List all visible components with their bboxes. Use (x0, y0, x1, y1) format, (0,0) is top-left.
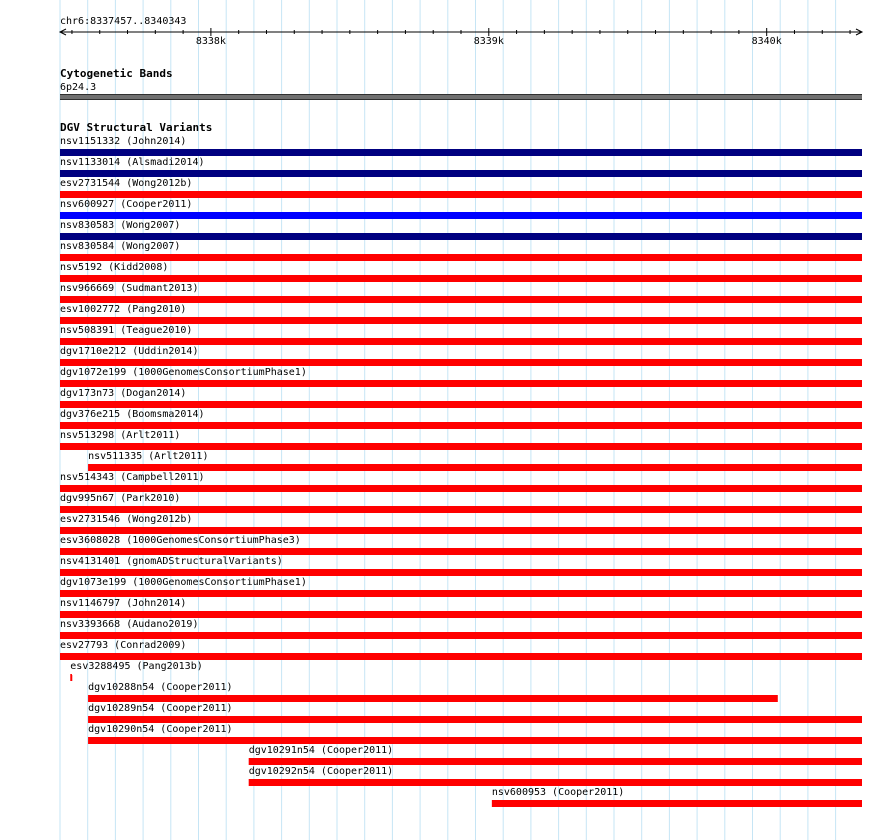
variant-row[interactable] (60, 388, 862, 408)
variant-label[interactable]: nsv830584 (Wong2007) (60, 241, 181, 252)
variant-label[interactable]: dgv376e215 (Boomsma2014) (60, 409, 205, 420)
variant-row[interactable] (60, 640, 862, 660)
variant-row[interactable] (60, 178, 862, 198)
variant-bar[interactable] (60, 297, 862, 303)
variant-label[interactable]: dgv10290n54 (Cooper2011) (88, 724, 233, 735)
variant-row[interactable] (88, 682, 778, 702)
variant-row[interactable] (60, 220, 862, 240)
variant-row[interactable] (60, 598, 862, 618)
variant-label[interactable]: nsv830583 (Wong2007) (60, 220, 181, 231)
variant-label[interactable]: nsv4131401 (gnomADStructuralVariants) (60, 556, 283, 567)
variant-label[interactable]: nsv513298 (Arlt2011) (60, 430, 181, 441)
variant-label[interactable]: nsv508391 (Teague2010) (60, 325, 193, 336)
variant-bar[interactable] (60, 171, 862, 177)
ruler-tick-label: 8340k (751, 36, 782, 47)
variant-label[interactable]: dgv1072e199 (1000GenomesConsortiumPhase1) (60, 367, 307, 378)
variant-bar[interactable] (60, 486, 862, 492)
variant-bar[interactable] (60, 549, 862, 555)
variant-label[interactable]: dgv1710e212 (Uddin2014) (60, 346, 199, 357)
variant-bar[interactable] (88, 738, 862, 744)
variant-bar[interactable] (88, 696, 778, 702)
variant-bar[interactable] (60, 318, 862, 324)
variant-label[interactable]: nsv966669 (Sudmant2013) (60, 283, 199, 294)
variant-label[interactable]: dgv10289n54 (Cooper2011) (88, 703, 233, 714)
variant-bar[interactable] (60, 528, 862, 534)
cytoband-label: 6p24.3 (60, 82, 97, 93)
variant-label[interactable]: dgv995n67 (Park2010) (60, 493, 181, 504)
variant-row[interactable] (60, 304, 862, 324)
variant-label[interactable]: esv27793 (Conrad2009) (60, 640, 187, 651)
variant-label[interactable]: nsv514343 (Campbell2011) (60, 472, 205, 483)
variant-label[interactable]: nsv3393668 (Audano2019) (60, 619, 199, 630)
variant-bar[interactable] (60, 150, 862, 156)
variant-label[interactable]: esv1002772 (Pang2010) (60, 304, 187, 315)
variant-row[interactable] (60, 157, 862, 177)
variant-label[interactable]: dgv1073e199 (1000GenomesConsortiumPhase1) (60, 577, 307, 588)
variant-bar[interactable] (60, 381, 862, 387)
variant-label[interactable]: dgv10288n54 (Cooper2011) (88, 682, 233, 693)
variant-label[interactable]: dgv173n73 (Dogan2014) (60, 388, 187, 399)
variant-row[interactable] (60, 283, 862, 303)
cytoband-track-title: Cytogenetic Bands (60, 67, 173, 80)
variant-row[interactable] (60, 199, 862, 219)
variant-row[interactable] (249, 745, 862, 765)
ruler-position-label: chr6:8337457..8340343 (60, 16, 187, 27)
variant-label[interactable]: esv3288495 (Pang2013b) (70, 661, 203, 672)
variant-row[interactable] (249, 766, 862, 786)
variant-label[interactable]: nsv5192 (Kidd2008) (60, 262, 169, 273)
variant-bar[interactable] (60, 360, 862, 366)
variant-row[interactable] (492, 787, 862, 807)
variant-bar[interactable] (88, 465, 862, 471)
variant-row[interactable] (60, 556, 862, 576)
variant-row[interactable] (60, 472, 862, 492)
dgv-track-title: DGV Structural Variants (60, 121, 213, 134)
variant-row[interactable] (60, 535, 862, 555)
variant-bar[interactable] (60, 423, 862, 429)
variant-bar[interactable] (60, 339, 862, 345)
variant-label[interactable]: nsv600927 (Cooper2011) (60, 199, 193, 210)
variant-bar[interactable] (249, 759, 862, 765)
variant-label[interactable]: nsv511335 (Arlt2011) (88, 451, 209, 462)
variant-bar[interactable] (60, 255, 862, 261)
variant-bar[interactable] (492, 801, 862, 807)
variant-bar[interactable] (60, 507, 862, 513)
dgv-rows (60, 136, 862, 807)
variant-row[interactable] (60, 493, 862, 513)
variant-bar[interactable] (60, 612, 862, 618)
variant-label[interactable]: esv2731546 (Wong2012b) (60, 514, 193, 525)
ruler-tick-label: 8338k (195, 36, 226, 47)
variant-bar[interactable] (60, 276, 862, 282)
variant-bar[interactable] (60, 213, 862, 219)
ruler-tick-label: 8339k (473, 36, 504, 47)
ruler-track (60, 16, 862, 47)
variant-row[interactable] (60, 619, 862, 639)
variant-label[interactable]: esv3608028 (1000GenomesConsortiumPhase3) (60, 535, 301, 546)
variant-bar[interactable] (60, 591, 862, 597)
variant-bar[interactable] (70, 675, 72, 681)
variant-row[interactable] (60, 577, 862, 597)
variant-row[interactable] (60, 346, 862, 366)
variant-bar[interactable] (60, 633, 862, 639)
variant-bar[interactable] (88, 717, 862, 723)
variant-row[interactable] (60, 367, 862, 387)
variant-row[interactable] (60, 262, 862, 282)
variant-bar[interactable] (60, 444, 862, 450)
variant-label[interactable]: nsv1151332 (John2014) (60, 136, 187, 147)
variant-row[interactable] (60, 241, 862, 261)
ruler-ticks (72, 28, 850, 47)
dgv-track (60, 121, 862, 807)
variant-row[interactable] (60, 136, 862, 156)
variant-bar[interactable] (60, 570, 862, 576)
variant-row[interactable] (60, 430, 862, 450)
variant-bar[interactable] (60, 654, 862, 660)
variant-bar[interactable] (60, 192, 862, 198)
variant-bar[interactable] (60, 402, 862, 408)
variant-label[interactable]: dgv10292n54 (Cooper2011) (248, 766, 394, 777)
variant-bar[interactable] (60, 234, 862, 240)
variant-row[interactable] (60, 325, 862, 345)
variant-label[interactable]: nsv600953 (Cooper2011) (491, 787, 625, 798)
cytoband-track (60, 67, 862, 100)
variant-row[interactable] (70, 661, 202, 681)
variant-label[interactable]: nsv1146797 (John2014) (60, 598, 187, 609)
variant-label[interactable]: nsv1133014 (Alsmadi2014) (60, 157, 205, 168)
variant-bar[interactable] (249, 780, 862, 786)
variant-label[interactable]: dgv10291n54 (Cooper2011) (248, 745, 394, 756)
variant-label[interactable]: esv2731544 (Wong2012b) (60, 178, 193, 189)
variant-row[interactable] (60, 409, 862, 429)
variant-row[interactable] (60, 514, 862, 534)
